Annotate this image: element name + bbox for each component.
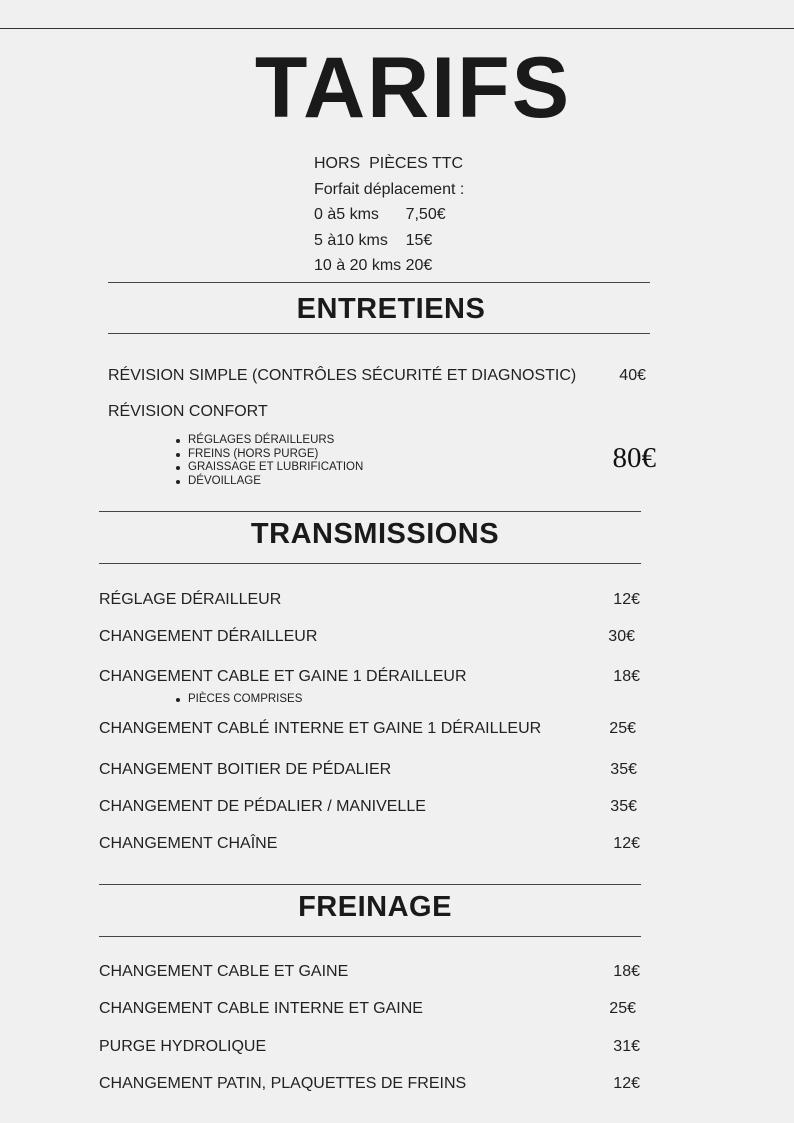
section-title-transmissions: TRANSMISSIONS [250, 518, 500, 550]
service-price: 25€ [609, 720, 636, 737]
section-divider [99, 511, 641, 512]
section-title-entretiens: ENTRETIENS [296, 293, 486, 325]
info-line: Forfait déplacement : [314, 180, 465, 198]
service-label: PURGE HYDROLIQUE [99, 1038, 267, 1055]
bullet-item: FREINS (HORS PURGE) [174, 448, 363, 462]
info-line: 10 à 20 kms 20€ [314, 257, 433, 274]
section-divider [99, 936, 641, 937]
section-divider [108, 282, 650, 283]
info-line: HORS PIÈCES TTC [314, 155, 464, 172]
service-price: 12€ [613, 1075, 640, 1092]
service-bullets [174, 693, 302, 707]
service-label: CHANGEMENT CABLE ET GAINE 1 DÉRAILLEUR [99, 668, 467, 685]
service-label: CHANGEMENT DE PÉDALIER / MANIVELLE [99, 798, 426, 815]
info-line: 0 à5 kms 7,50€ [314, 206, 446, 223]
bullet-item: GRAISSAGE ET LUBRIFICATION [174, 461, 363, 475]
service-price: 18€ [613, 963, 640, 980]
service-label: CHANGEMENT CHAÎNE [99, 835, 278, 852]
service-label: RÉGLAGE DÉRAILLEUR [99, 591, 282, 608]
section-title-freinage: FREINAGE [298, 891, 452, 923]
top-divider [0, 28, 794, 29]
service-price: 12€ [613, 591, 640, 608]
service-price: 35€ [610, 798, 637, 815]
service-label: CHANGEMENT BOITIER DE PÉDALIER [99, 761, 392, 778]
service-price: 80€ [612, 442, 656, 474]
service-label: RÉVISION SIMPLE (CONTRÔLES SÉCURITÉ ET DIAGNOSTIC) [108, 367, 577, 384]
service-bullets [174, 434, 363, 488]
service-label: CHANGEMENT DÉRAILLEUR [99, 628, 318, 645]
bullet-item: RÉGLAGES DÉRAILLEURS [174, 434, 363, 448]
pricing-info [314, 151, 464, 279]
service-price: 31€ [613, 1038, 640, 1055]
info-line: 5 à10 kms 15€ [314, 231, 433, 249]
service-price: 30€ [608, 628, 635, 645]
service-price: 25€ [609, 1000, 636, 1017]
service-price: 40€ [619, 367, 646, 384]
bullet-item: PIÈCES COMPRISES [174, 693, 302, 707]
service-price: 35€ [610, 761, 637, 778]
service-label: RÉVISION CONFORT [108, 403, 268, 420]
service-price: 18€ [613, 668, 640, 685]
section-divider [99, 884, 641, 885]
service-label: CHANGEMENT PATIN, PLAQUETTES DE FREINS [99, 1075, 467, 1092]
bullet-item: DÉVOILLAGE [174, 475, 363, 489]
service-label: CHANGEMENT CABLE INTERNE ET GAINE [99, 1000, 423, 1017]
section-divider [108, 333, 650, 334]
page-title: TARIFS [254, 40, 572, 136]
service-price: 12€ [613, 835, 640, 852]
service-label: CHANGEMENT CABLÉ INTERNE ET GAINE 1 DÉRAILLEUR [99, 720, 542, 737]
service-label: CHANGEMENT CABLE ET GAINE [99, 963, 349, 980]
section-divider [99, 563, 641, 564]
